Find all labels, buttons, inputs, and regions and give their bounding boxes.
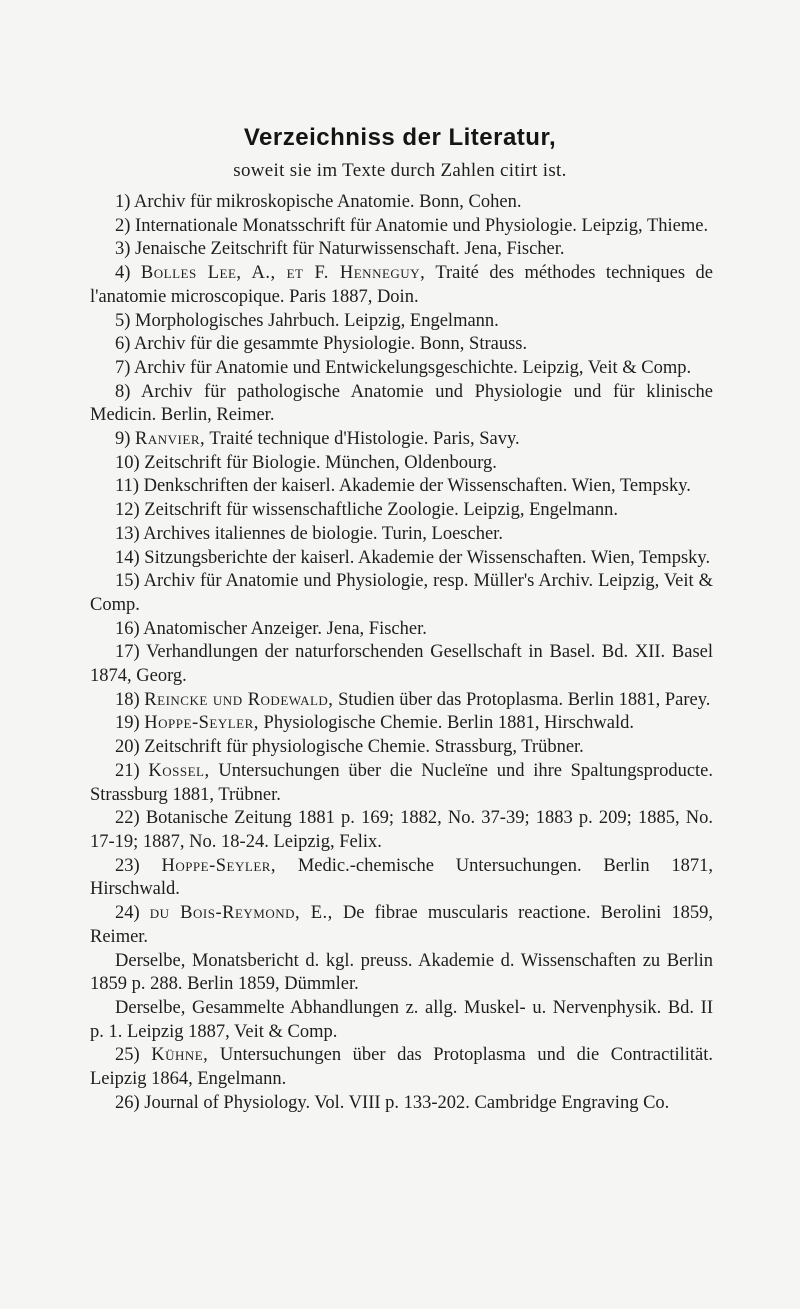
reference-entry	[90, 570, 713, 617]
reference-entry	[90, 215, 713, 239]
reference-entry	[90, 357, 713, 381]
reference-number: 13)	[115, 523, 140, 544]
reference-entry	[90, 618, 713, 642]
reference-entry	[90, 855, 713, 902]
reference-text: Untersuchungen über das Protoplasma und die Contractilität. Leipzig 1864, Engelmann.	[90, 1045, 713, 1090]
reference-entry	[90, 475, 713, 499]
reference-number: 5)	[115, 310, 131, 331]
reference-entry	[90, 689, 713, 713]
reference-text: Studien über das Protoplasma. Berlin 1881, Parey.	[338, 689, 711, 710]
reference-text: Archives italiennes de biologie. Turin, Loescher.	[143, 523, 503, 544]
reference-text: Botanische Zeitung 1881 p. 169; 1882, No. 37-39; 1883 p. 209; 1885, No. 17-19; 1887, No. 18-24. Leipzig, Felix.	[90, 808, 713, 852]
reference-list	[90, 191, 713, 1115]
reference-entry	[90, 523, 713, 547]
reference-entry	[90, 641, 713, 688]
reference-number: 1)	[115, 192, 131, 212]
reference-entry	[90, 807, 713, 854]
reference-text: Jenaische Zeitschrift für Naturwissenschaft. Jena, Fischer.	[135, 239, 565, 260]
reference-text: Denkschriften der kaiserl. Akademie der Wissenschaften. Wien, Tempsky.	[143, 476, 691, 497]
reference-entry	[90, 238, 713, 262]
reference-entry	[90, 736, 713, 760]
reference-number: 2)	[115, 215, 131, 236]
reference-text: Verhandlungen der naturforschenden Gesellschaft in Basel. Bd. XII. Basel 1874, Georg.	[90, 642, 713, 687]
reference-text: Traité des méthodes techniques de l'anatomie microscopique. Paris 1887, Doin.	[90, 263, 714, 307]
reference-entry	[90, 452, 713, 476]
reference-number: 8)	[115, 381, 131, 402]
reference-entry	[90, 381, 713, 428]
reference-number: 14)	[115, 547, 140, 568]
reference-text: Archiv für mikroskopische Anatomie. Bonn, Cohen.	[134, 192, 522, 212]
reference-text: Archiv für pathologische Anatomie und Physiologie und für klinische Medicin. Berlin, Reimer.	[90, 381, 714, 426]
reference-number: 16)	[115, 618, 140, 639]
reference-number: 20)	[115, 737, 140, 758]
reference-number: 15)	[115, 571, 140, 592]
reference-number: 21)	[115, 760, 140, 781]
reference-entry	[90, 997, 713, 1044]
reference-number: 18)	[115, 689, 140, 710]
reference-text: Zeitschrift für physiologische Chemie. Strassburg, Trübner.	[144, 737, 584, 758]
reference-author: Kühne,	[151, 1045, 209, 1066]
reference-text: Archiv für Anatomie und Physiologie, resp. Müller's Archiv. Leipzig, Veit & Comp.	[90, 571, 713, 615]
reference-number: 9)	[115, 429, 131, 450]
reference-entry	[90, 712, 713, 736]
reference-text: De fibrae muscularis reactione. Berolini 1859, Reimer.	[90, 903, 714, 947]
reference-text: Derselbe, Monatsbericht d. kgl. preuss. Akademie d. Wissenschaften zu Berlin 1859 p. 288. Berlin 1859, Dümmler.	[90, 950, 713, 995]
reference-entry	[90, 191, 713, 215]
reference-author: du Bois-Reymond, E.,	[149, 903, 333, 924]
reference-entry	[90, 310, 713, 334]
reference-number: 7)	[115, 357, 131, 378]
reference-author: Ranvier,	[135, 429, 206, 450]
reference-number: 17)	[115, 642, 140, 663]
reference-number: 22)	[115, 808, 140, 829]
reference-text: Zeitschrift für Biologie. München, Oldenbourg.	[144, 452, 497, 473]
reference-number: 23)	[115, 855, 140, 876]
reference-number: 12)	[115, 500, 140, 521]
reference-number: 4)	[115, 263, 131, 284]
reference-number: 3)	[115, 239, 131, 260]
reference-number: 10)	[115, 452, 140, 473]
reference-entry	[90, 1092, 713, 1116]
reference-text: Archiv für Anatomie und Entwickelungsgeschichte. Leipzig, Veit & Comp.	[134, 357, 692, 378]
reference-entry	[90, 902, 713, 949]
reference-text: Zeitschrift für wissenschaftliche Zoologie. Leipzig, Engelmann.	[144, 500, 618, 521]
page-title: Verzeichniss der Literatur,	[243, 124, 557, 151]
reference-author: Hoppe-Seyler,	[144, 713, 259, 734]
reference-entry	[90, 547, 713, 571]
reference-number: 11)	[115, 476, 139, 497]
reference-entry	[90, 428, 713, 452]
reference-number: 24)	[115, 903, 140, 924]
reference-text: Archiv für die gesammte Physiologie. Bonn, Strauss.	[134, 334, 528, 355]
reference-text: Morphologisches Jahrbuch. Leipzig, Engelmann.	[135, 310, 499, 331]
reference-text: Traité technique d'Histologie. Paris, Savy.	[209, 429, 520, 450]
reference-text: Sitzungsberichte der kaiserl. Akademie der Wissenschaften. Wien, Tempsky.	[144, 547, 711, 568]
reference-text: Untersuchungen über die Nucleïne und ihre Spaltungsproducte. Strassburg 1881, Trübner.	[90, 760, 714, 805]
reference-number: 25)	[115, 1045, 140, 1066]
reference-number: 26)	[115, 1092, 140, 1113]
reference-author: Reincke und Rodewald,	[144, 689, 334, 710]
reference-author: Hoppe-Seyler,	[161, 855, 277, 876]
reference-entry	[90, 262, 713, 309]
reference-number: 6)	[115, 334, 131, 355]
reference-author: Bolles Lee, A., et F. Henneguy,	[140, 263, 426, 284]
reference-entry	[90, 499, 713, 523]
reference-entry	[90, 1044, 713, 1091]
reference-text: Derselbe, Gesammelte Abhandlungen z. allg. Muskel- u. Nervenphysik. Bd. II p. 1. Leipzig 1887, Veit & Comp.	[90, 997, 713, 1042]
reference-text: Internationale Monatsschrift für Anatomie und Physiologie. Leipzig, Thieme.	[135, 215, 709, 236]
reference-text: Anatomischer Anzeiger. Jena, Fischer.	[143, 618, 427, 639]
page-subtitle: soweit sie im Texte durch Zahlen citirt ist.	[233, 160, 567, 181]
reference-text: Medic.-chemische Untersuchungen. Berlin 1871, Hirschwald.	[90, 855, 714, 900]
reference-text: Physiologische Chemie. Berlin 1881, Hirschwald.	[263, 713, 635, 734]
reference-author: Kossel,	[148, 760, 210, 781]
reference-entry	[90, 333, 713, 357]
reference-number: 19)	[115, 713, 140, 734]
reference-entry	[90, 760, 713, 807]
reference-text: Journal of Physiology. Vol. VIII p. 133-202. Cambridge Engraving Co.	[144, 1092, 670, 1113]
reference-entry	[90, 950, 713, 997]
